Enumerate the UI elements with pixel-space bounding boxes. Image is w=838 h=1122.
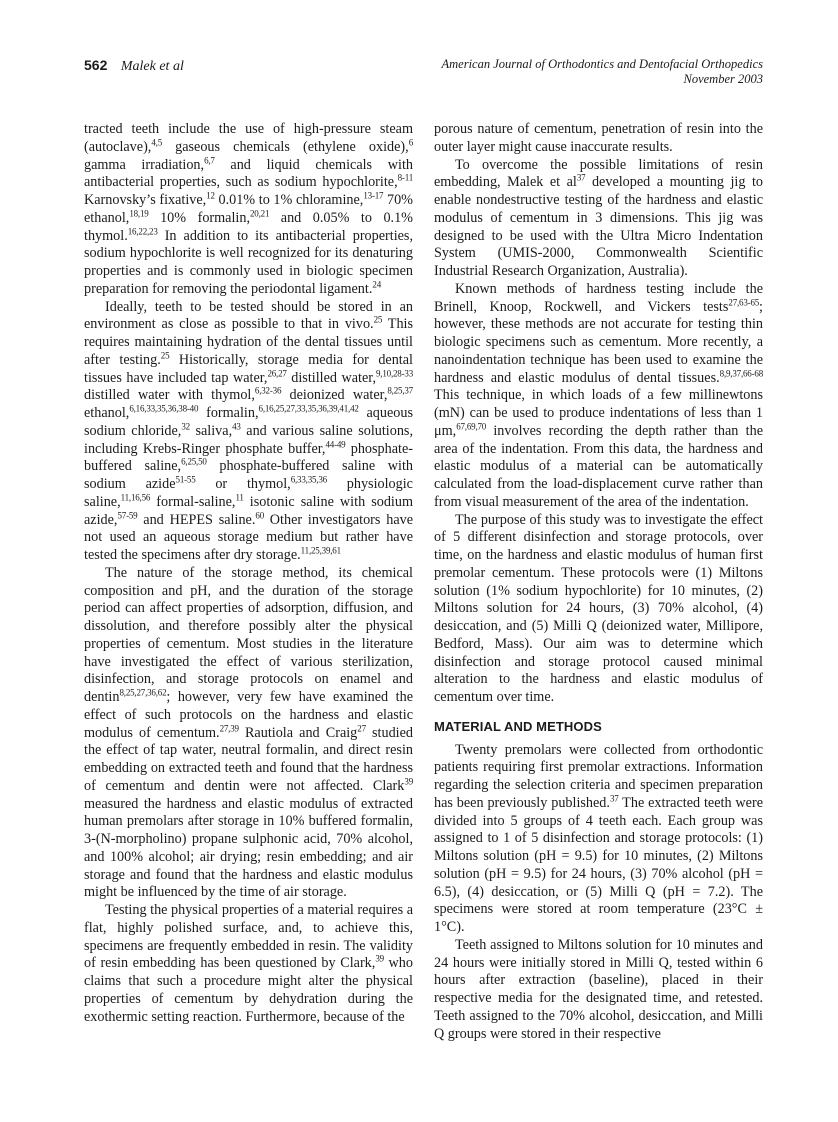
- reference-superscript: 9,10,28-33: [376, 367, 413, 378]
- running-authors: Malek et al: [120, 59, 184, 74]
- page-number: 562: [84, 57, 108, 73]
- reference-superscript: 13-17: [363, 190, 384, 201]
- reference-superscript: 51-55: [175, 474, 196, 485]
- reference-superscript: 6,33,35,36: [290, 474, 327, 485]
- reference-superscript: 37: [609, 793, 619, 804]
- reference-superscript: 43: [232, 421, 241, 432]
- reference-superscript: 6,16,25,27,33,35,36,39,41,42: [258, 403, 359, 414]
- paragraph: Known methods of hardness testing include the Brinell, Knoop, Rockwell, and Vickers tests$^{27,63-65}$; however, these methods are not accurate for testing thin biologic specimens such as cementum. More recently, a nanoindentation technique has been used to examine the hardness and elastic modulus of dental tissues.$^{8,9,37,66-68}$ This technique, in which loads of a few millinewtons (mN) can be used to produce indentations of less than 1 μm,$^{67,69,70}$ involves recording the depth rather than the area of the indentation. From this data, the hardness and elastic modulus of a material can be automatically calculated from the load-displacement curve rather than from visual measurement of the area of the indentation.: [434, 280, 763, 510]
- paragraph: porous nature of cementum, penetration of resin into the outer layer might cause inaccurate results.: [434, 121, 763, 155]
- reference-superscript: 8-11: [397, 172, 413, 183]
- reference-superscript: 67,69,70: [456, 421, 487, 432]
- reference-superscript: 11,25,39,61: [300, 545, 341, 556]
- reference-superscript: 8,9,37,66-68: [719, 367, 763, 378]
- page-header: [84, 57, 763, 86]
- paragraph: tracted teeth include the use of high-pressure steam (autoclave),$^{4,5}$ gaseous chemicals (ethylene oxide),$^6$ gamma irradiation,$^{6,7}$ and liquid chemicals with antibacterial properties, such as sodium hypochlorite,$^{8-11}$ Karnovsky’s fixative,$^{12}$ 0.01% to 1% chloramine,$^{13-17}$ 70% ethanol,$^{18,19}$ 10% formalin,$^{20,21}$ and 0.05% to 0.1% thymol.$^{16,22,23}$ In addition to its antibacterial properties, sodium hypochlorite is well recognized for its denaturing properties and is commonly used in biologic specimen preparation for removing the periodontal ligament.$^{24}$: [84, 121, 413, 297]
- left-column: [84, 121, 413, 1043]
- running-head-left: [84, 57, 184, 75]
- issue-date: November 2003: [683, 71, 763, 86]
- reference-superscript: 6,16,33,35,36,38-40: [129, 403, 199, 414]
- reference-superscript: 44-49: [325, 438, 346, 449]
- reference-superscript: 60: [255, 509, 264, 520]
- paragraph: Twenty premolars were collected from orthodontic patients requiring first premolar extractions. Information regarding the selection criteria and specimen preparation has been previously published.$^{37}$ The extracted teeth were divided into 5 groups of 4 teeth each. Each group was assigned to 1 of 5 disinfection and storage protocols: (1) Miltons solution (pH = 9.5) for 10 minutes, (2) Miltons solution (pH = 9.5) for 24 hours, (3) 70% alcohol (pH = 6.5), (4) desiccation, or (5) Milli Q (pH = 7.2). The specimens were stored at room temperature (23°C ± 1°C).: [434, 741, 764, 935]
- reference-superscript: 6: [408, 137, 413, 148]
- reference-superscript: 27,39: [219, 722, 239, 733]
- reference-superscript: 6,25,50: [181, 456, 207, 467]
- reference-superscript: 8,25,27,36,62: [119, 687, 167, 698]
- reference-superscript: 6,7: [204, 154, 215, 165]
- reference-superscript: 4,5: [151, 137, 163, 148]
- reference-superscript: 37: [576, 172, 586, 183]
- paragraph: The purpose of this study was to investigate the effect of 5 different disinfection and storage protocols, over time, on the hardness and elastic modulus of human first premolar cementum. These protocols were (1) Miltons solution (1% sodium hypochlorite) for 10 minutes, (2) Miltons solution for 24 hours, (3) 70% alcohol, (4) desiccation, and (5) Milli Q (deionized water, Millipore, Bedford, Mass). Our aim was to determine which disinfection and storage protocol caused minimal alteration to the hardness and elastic modulus of cementum over time.: [434, 511, 763, 705]
- reference-superscript: 39: [375, 953, 384, 964]
- reference-superscript: 8,25,37: [387, 385, 413, 396]
- reference-superscript: 32: [181, 421, 190, 432]
- reference-superscript: 12: [206, 190, 215, 201]
- reference-superscript: 6,32-36: [254, 385, 282, 396]
- article-body: [84, 121, 763, 1043]
- journal-name: American Journal of Orthodontics and Dentofacial Orthopedics: [441, 57, 763, 71]
- paragraph: Teeth assigned to Miltons solution for 10 minutes and 24 hours were initially stored in Milli Q, tested within 6 hours after extraction (baseline), placed in their respective media for the designated time, and retested. Teeth assigned to the 70% alcohol, desiccation, and Milli Q groups were stored in their respective: [434, 936, 763, 1042]
- paragraph: To overcome the possible limitations of resin embedding, Malek et $al^{37}$ developed a mounting jig to enable nondestructive testing of the hardness and elastic modulus of cementum in 3 dimensions. This jig was designed to be used with the Ultra Micro Indentation System (UMIS-2000, Commonwealth Scientific Industrial Research Organization, Australia).: [434, 156, 764, 279]
- reference-superscript: 27: [357, 722, 366, 733]
- reference-superscript: 16,22,23: [127, 225, 158, 236]
- reference-superscript: 20,21: [250, 208, 270, 219]
- reference-superscript: 25: [160, 350, 170, 361]
- reference-superscript: 57-59: [117, 509, 138, 520]
- reference-superscript: 18,19: [129, 208, 149, 219]
- section-heading: MATERIAL AND METHODS: [434, 718, 602, 734]
- reference-superscript: 24: [372, 279, 381, 290]
- running-head-right: [442, 57, 764, 86]
- paragraph: Testing the physical properties of a material requires a flat, highly polished surface, and, to achieve this, specimens are frequently embedded in resin. The validity of resin embedding has been questioned by Clark,$^{39}$ who claims that such a procedure might alter the physical properties of cementum by dehydration during the exothermic setting reaction. Furthermore, because of the: [84, 902, 413, 1025]
- reference-superscript: 11,16,56: [120, 492, 151, 503]
- paragraph: Ideally, teeth to be tested should be stored in an environment as close as possible to that in vivo.$^{25}$ This requires maintaining hydration of the dental tissues until after testing.$^{25}$ Historically, storage media for dental tissues have included tap water,$^{26,27}$ distilled water,$^{9,10,28-33}$ distilled water with thymol,$^{6,32-36}$ deionized water,$^{8,25,37}$ ethanol,$^{6,16,33,35,36,38-40}$ formalin,$^{6,16,25,27,33,35,36,39,41,42}$ aqueous sodium chloride,$^{32}$ saliva,$^{43}$ and various saline solutions, including Krebs-Ringer phosphate buffer,$^{44-49}$ phosphate-buffered saline,$^{6,25,50}$ phosphate-buffered saline with sodium azide$^{51-55}$ or thymol,$^{6,33,35,36}$ physiologic saline,$^{11,16,56}$ formal-saline,$^{11}$ isotonic saline with sodium azide,$^{57-59}$ and HEPES saline.$^{60}$ Other investigators have not used an aqueous storage medium but rather have tested the specimens after dry storage.$^{11,25,39,61}$: [84, 298, 414, 563]
- reference-superscript: 39: [404, 776, 413, 787]
- reference-superscript: 26,27: [267, 367, 287, 378]
- reference-superscript: 11: [235, 492, 244, 503]
- paragraph: The nature of the storage method, its chemical composition and pH, and the duration of the storage period can affect properties of adsorption, diffusion, and dissolution, and therefore possibly alter the physical properties of cementum. Most studies in the literature have investigated the effect of various sterilization, disinfection, and storage protocols on enamel and dentin$^{8,25,27,36,62}$; however, very few have examined the effect of such protocols on the hardness and elastic modulus of cementum.$^{27,39}$ Rautiola and Craig$^{27}$ studied the effect of tap water, neutral formalin, and direct resin embedding on extracted teeth and found that the hardness of cementum and dentin were not affected. Clark$^{39}$ measured the hardness and elastic modulus of extracted human premolars after storage in 10% buffered formalin, 3-(N-morpholino) propane sulphonic acid, 70% alcohol, and 100% alcohol; air drying; resin embedding; and air storage and found that the hardness and elastic modulus might be influenced by the time of air storage.: [84, 564, 413, 901]
- right-column: [434, 121, 763, 1043]
- reference-superscript: 27,63-65: [728, 296, 760, 307]
- reference-superscript: 25: [373, 314, 383, 325]
